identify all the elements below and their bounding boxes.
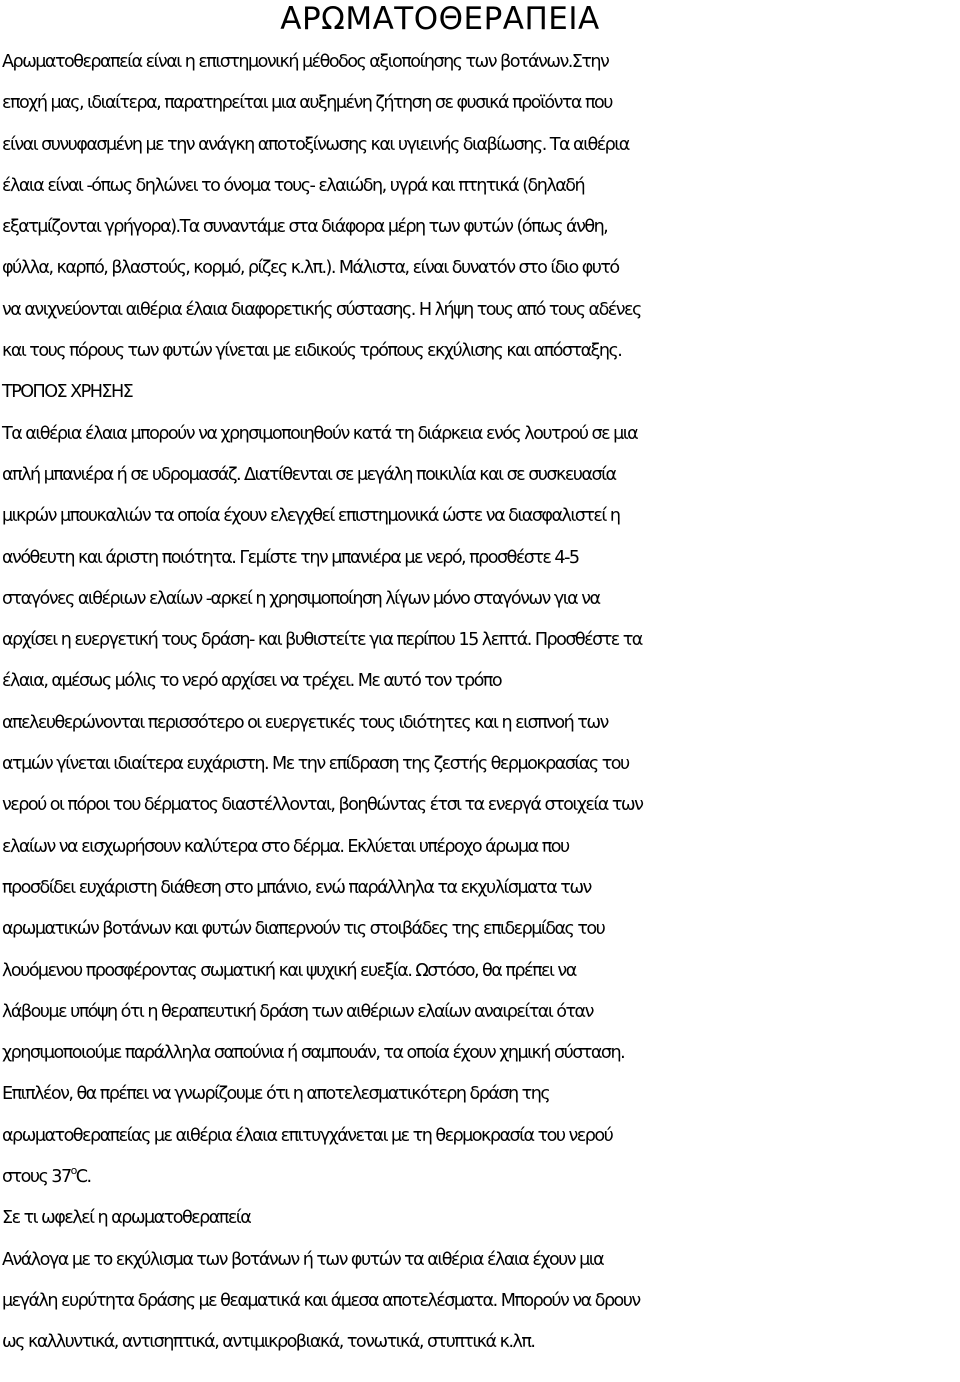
benefits-heading: Σε τι ωφελεί η αρωματοθεραπεία [2,1208,251,1229]
text-line: απελευθερώνονται περισσότερο οι ευεργετικές τους ιδιότητες και η εισπνοή των [2,712,608,733]
text-line: εποχή μας, ιδιαίτερα, παρατηρείται μια αυξημένη ζήτηση σε φυσικά προϊόντα που [2,93,612,114]
text-line: μικρών μπουκαλιών τα οποία έχουν ελεγχθεί επιστημονικά ώστε να διασφαλιστεί η [2,506,620,527]
text-line: μεγάλη ευρύτητα δράσης με θεαματικά και άμεσα αποτελέσματα. Μπορούν να δρουν [2,1290,640,1311]
text-line: φύλλα, καρπό, βλαστούς, κορμό, ρίζες κ.λπ.). Μάλιστα, είναι δυνατόν στο ίδιο φυτό [2,258,619,279]
text-line: λάβουμε υπόψη ότι η θεραπευτική δράση των αιθέριων ελαίων αναιρείται όταν [2,1001,593,1022]
benefits-paragraph [2,1240,960,1364]
text-line: σταγόνες αιθέριων ελαίων -αρκεί η χρησιμοποίηση λίγων μόνο σταγόνων για να [2,588,600,609]
usage-paragraph [2,414,960,1199]
temperature-unit: C. [75,1167,91,1188]
temperature-value: στους 37 [2,1167,71,1188]
text-line: Επιπλέον, θα πρέπει να γνωρίζουμε ότι η αποτελεσματικότερη δράση της [2,1084,550,1105]
text-line: ως καλλυντικά, αντισηπτικά, αντιμικροβιακά, τονωτικά, στυπτικά κ.λπ. [2,1332,535,1353]
temperature-line [2,1157,960,1198]
text-line: να ανιχνεύονται αιθέρια έλαια διαφορετικής σύστασης. Η λήψη τους από τους αδένες [2,299,641,320]
text-line: αρχίσει η ευεργετική τους δράση- και βυθιστείτε για περίπου 15 λεπτά. Προσθέστε τα [2,630,642,651]
text-line: προσδίδει ευχάριστη διάθεση στο μπάνιο, ενώ παράλληλα τα εκχυλίσματα των [2,877,591,898]
text-line: λουόμενου προσφέροντας σωματική και ψυχική ευεξία. Ωστόσο, θα πρέπει να [2,960,576,981]
document-title: ΑΡΩΜΑΤΟΘΕΡΑΠΕΙΑ [280,1,600,37]
text-line: αρωματοθεραπείας με αιθέρια έλαια επιτυγχάνεται με τη θερμοκρασία του νερού [2,1125,613,1146]
text-line: ατμών γίνεται ιδιαίτερα ευχάριστη. Με την επίδραση της ζεστής θερμοκρασίας του [2,754,629,775]
degree-symbol: o [70,1164,76,1178]
document-body [2,42,960,1364]
text-line: αρωματικών βοτάνων και φυτών διαπερνούν τις στοιβάδες της επιδερμίδας του [2,919,605,940]
text-line: απλή μπανιέρα ή σε υδρομασάζ. Διατίθενται σε μεγάλη ποικιλία και σε συσκευασία [2,464,616,485]
text-line: ανόθευτη και άριστη ποιότητα. Γεμίστε την μπανιέρα με νερό, προσθέστε 4-5 [2,547,579,568]
text-line: και τους πόρους των φυτών γίνεται με ειδικούς τρόπους εκχύλισης και απόσταξης. [2,341,622,362]
text-line: έλαια είναι -όπως δηλώνει το όνομα τους- ελαιώδη, υγρά και πτητικά (δηλαδή [2,175,585,196]
text-line: εξατμίζονται γρήγορα).Τα συναντάμε στα διάφορα μέρη των φυτών (όπως άνθη, [2,217,608,238]
text-line: Ανάλογα με το εκχύλισμα των βοτάνων ή των φυτών τα αιθέρια έλαια έχουν μια [2,1249,604,1270]
text-line: Τα αιθέρια έλαια μπορούν να χρησιμοποιηθούν κατά τη διάρκεια ενός λουτρού σε μια [2,423,638,444]
text-line: ελαίων να εισχωρήσουν καλύτερα στο δέρμα. Εκλύεται υπέροχο άρωμα που [2,836,569,857]
text-line: Αρωματοθεραπεία είναι η επιστημονική μέθοδος αξιοποίησης των βοτάνων.Στην [2,52,609,72]
text-line: έλαια, αμέσως μόλις το νερό αρχίσει να τρέχει. Με αυτό τον τρόπο [2,671,502,692]
text-line: νερού οι πόροι του δέρματος διαστέλλονται, βοηθώντας έτσι τα ενεργά στοιχεία των [2,795,643,816]
usage-heading: ΤΡΟΠΟΣ ΧΡΗΣΗΣ [2,382,133,403]
text-line: είναι συνυφασμένη με την ανάγκη αποτοξίνωσης και υγιεινής διαβίωσης. Τα αιθέρια [2,134,629,155]
intro-paragraph [2,42,960,372]
text-line: χρησιμοποιούμε παράλληλα σαπούνια ή σαμπουάν, τα οποία έχουν χημική σύσταση. [2,1043,625,1064]
